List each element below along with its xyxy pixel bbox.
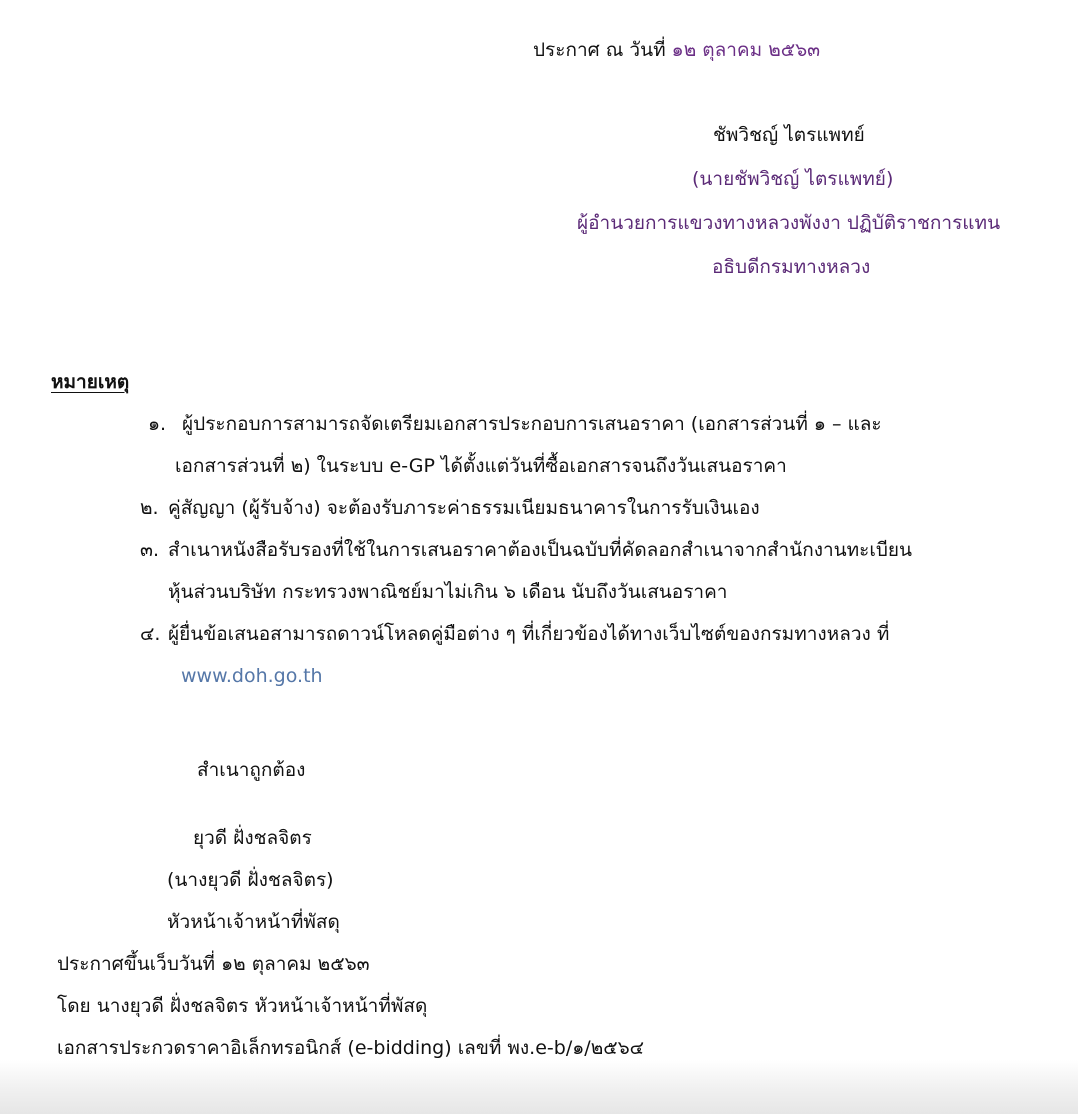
note-item-1-line1: ผู้ประกอบการสามารถจัดเตรียมเอกสารประกอบการเสนอราคา (เอกสารส่วนที่ ๑ – และ — [182, 413, 882, 435]
note-item-4-number: ๔. — [140, 623, 161, 645]
doh-website-link[interactable]: www.doh.go.th — [181, 665, 323, 687]
note-item-1 — [148, 412, 882, 436]
note-item-2 — [140, 496, 760, 520]
note-item-4-line1: ผู้ยื่นข้อเสนอสามารถดาวน์โหลดคู่มือต่าง ๆ ที่เกี่ยวข้องได้ทางเว็บไซต์ของกรมทางหลวง ที่ — [168, 623, 890, 645]
note-item-3-line1: สำเนาหนังสือรับรองที่ใช้ในการเสนอราคาต้องเป็นฉบับที่คัดลอกสำเนาจากสำนักงานทะเบียน — [168, 539, 913, 561]
footer-by: โดย นางยุวดี ฝั่งชลจิตร หัวหน้าเจ้าหน้าที่พัสดุ — [57, 995, 428, 1017]
note-item-1-line2: เอกสารส่วนที่ ๒) ในระบบ e-GP ได้ตั้งแต่วันที่ซื้อเอกสารจนถึงวันเสนอราคา — [175, 455, 787, 477]
certified-signature: ยุวดี ฝั่งชลจิตร — [193, 827, 312, 849]
certified-position: หัวหน้าเจ้าหน้าที่พัสดุ — [167, 911, 340, 933]
signatory-signature: ชัพวิชญ์ ไตรแพทย์ — [713, 124, 865, 146]
signatory-position-line2: อธิบดีกรมทางหลวง — [712, 256, 871, 278]
note-item-2-number: ๒. — [140, 497, 159, 519]
note-item-2-line1: คู่สัญญา (ผู้รับจ้าง) จะต้องรับภาระค่าธรรมเนียมธนาคารในการรับเงินเอง — [168, 497, 760, 519]
announcement-date-value: ๑๒ ตุลาคม ๒๕๖๓ — [671, 39, 821, 61]
note-item-1-number: ๑. — [148, 413, 167, 435]
signatory-name: (นายชัพวิชญ์ ไตรแพทย์) — [692, 168, 894, 190]
certified-name: (นางยุวดี ฝั่งชลจิตร) — [167, 869, 334, 891]
announcement-date-prefix: ประกาศ ณ วันที่ — [533, 39, 666, 61]
footer-posted: ประกาศขึ้นเว็บวันที่ ๑๒ ตุลาคม ๒๕๖๓ — [57, 953, 370, 975]
certified-label: สำเนาถูกต้อง — [197, 759, 306, 781]
signatory-position-line1: ผู้อำนวยการแขวงทางหลวงพังงา ปฏิบัติราชการแทน — [577, 212, 1001, 234]
notes-heading: หมายเหตุ — [51, 371, 130, 393]
announcement-date — [533, 38, 820, 62]
footer-document: เอกสารประกวดราคาอิเล็กทรอนิกส์ (e-bidding) เลขที่ พง.e-b/๑/๒๕๖๔ — [57, 1037, 645, 1059]
note-item-4 — [140, 622, 889, 646]
note-item-3 — [140, 538, 912, 562]
note-item-3-number: ๓. — [140, 539, 160, 561]
note-item-3-line2: หุ้นส่วนบริษัท กระทรวงพาณิชย์มาไม่เกิน ๖ เดือน นับถึงวันเสนอราคา — [168, 581, 728, 603]
